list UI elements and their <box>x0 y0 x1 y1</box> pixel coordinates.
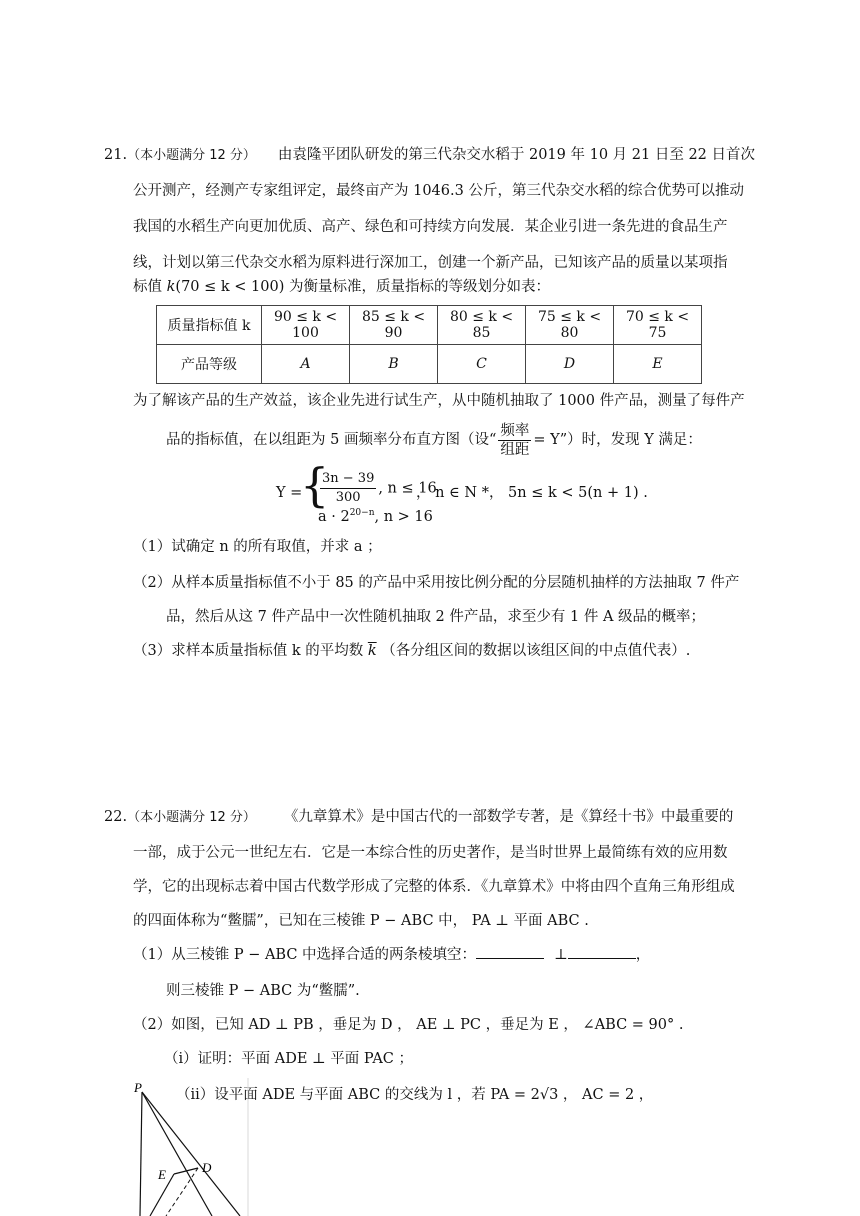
q22-text-line3: 学，它的出现标志着中国古代数学形成了完整的体系．《九章算术》中将由四个直角三角形组成 <box>133 879 735 895</box>
q22-header-line <box>104 806 733 829</box>
vertex-label-e: E <box>158 1167 166 1182</box>
q21-sub1: （1）试确定 n 的所有取值，并求 a ； <box>133 539 382 555</box>
q21-text-line6: 为了解该产品的生产效益，该企业先进行试生产，从中随机抽取了 1000 件产品，测量了每件产 <box>133 393 745 409</box>
frequency-fraction: $\frac{\text{频率}}{\text{组距}}$ <box>500 422 530 458</box>
table-cell-grade: A <box>262 345 350 384</box>
formula-case2: $a \cdot 2^{20-n}$, n > 16 <box>318 508 433 525</box>
q22-sub2-ii: （ii）设平面 ADE 与平面 ABC 的交线为 l ，若 PA = 2√3 ， AC = 2 ， <box>176 1087 654 1103</box>
table-cell-range: 75 ≤ k < 80 <box>526 306 614 345</box>
grade-table <box>156 305 702 384</box>
tetrahedron-figure <box>120 1078 260 1216</box>
q22-text-line4: 的四面体称为“鳖臑”，已知在三棱锥 P − ABC 中， PA ⊥ 平面 ABC . <box>133 913 589 929</box>
table-row <box>157 306 702 345</box>
q21-text-line2: 公开测产，经测产专家组评定，最终亩产为 1046.3 公斤，第三代杂交水稻的综合优势可以推动 <box>133 183 744 199</box>
q21-text-line7: 品的指标值，在以组距为 5 画频率分布直方图（设“ $\frac{\text{频率}}{\text{组距}}$ = Y”）时，发现 Y 满足： <box>166 422 702 458</box>
vertex-label-p: P <box>134 1080 142 1095</box>
q22-sub2: （2）如图，已知 AD ⊥ PB ，垂足为 D ， AE ⊥ PC ，垂足为 E ， ∠ABC = 90° . <box>133 1017 684 1033</box>
q22-number: 22. <box>104 809 128 825</box>
answer-blank-1[interactable] <box>476 944 544 959</box>
table-cell-range: 80 ≤ k < 85 <box>438 306 526 345</box>
q21-text-line3: 我国的水稻生产向更加优质、高产、绿色和可持续方向发展．某企业引进一条先进的食品生产 <box>133 219 728 235</box>
table-cell-grade: C <box>438 345 526 384</box>
q21-text-line5: 标值 k(70 ≤ k < 100) 为衡量标准，质量指标的等级划分如表： <box>133 279 550 295</box>
vertex-label-d: D <box>202 1160 212 1175</box>
mean-k-bar: $\overline{k}$ <box>367 643 377 659</box>
q21-header-line <box>104 144 755 167</box>
q21-sub3: （3）求样本质量指标值 k 的平均数 $\overline{k}$ （各分组区间的数据以该组区间的中点值代表）. <box>133 643 691 659</box>
q22-sub1-line2: 则三棱锥 P − ABC 为“鳖臑”. <box>166 983 360 999</box>
table-row <box>157 345 702 384</box>
table-cell-grade: B <box>350 345 438 384</box>
q21-sub2-line1: （2）从样本质量指标值不小于 85 的产品中采用按比例分配的分层随机抽样的方法抽取 7 件产 <box>133 575 740 591</box>
answer-blank-2[interactable] <box>568 944 636 959</box>
table-row-label-grade: 产品等级 <box>157 345 262 384</box>
q22-score-note: （本小题满分 12 分） <box>127 810 256 825</box>
q22-sub2-i: （i）证明：平面 ADE ⊥ 平面 PAC ； <box>164 1051 413 1067</box>
q21-sub2-line2: 品，然后从这 7 件产品中一次性随机抽取 2 件产品，求至少有 1 件 A 级品的概率； <box>166 609 706 625</box>
q21-text-line4: 线，计划以第三代杂交水稻为原料进行深加工，创建一个新产品，已知该产品的质量以某项指 <box>133 255 728 271</box>
q22-sub1-line1: （1）从三棱锥 P − ABC 中选择合适的两条棱填空： ⊥ ， <box>133 944 650 966</box>
table-cell-range: 85 ≤ k < 90 <box>350 306 438 345</box>
table-cell-range: 70 ≤ k < 75 <box>614 306 702 345</box>
q21-text-line1: 由袁隆平团队研发的第三代杂交水稻于 2019 年 10 月 21 日至 22 日首次 <box>277 147 755 163</box>
q22-text-line1: 《九章算术》是中国古代的一部数学专著，是《算经十书》中最重要的 <box>283 809 734 825</box>
table-cell-grade: D <box>526 345 614 384</box>
formula-brace: { <box>300 458 330 512</box>
formula-case1: $\frac{3n - 39}{300}$ , n ≤ 16 <box>322 471 437 505</box>
q21-score-note: （本小题满分 12 分） <box>127 148 256 163</box>
formula-lhs: Y = <box>276 485 303 501</box>
table-cell-range: 90 ≤ k < 100 <box>262 306 350 345</box>
q21-number: 21. <box>104 147 128 163</box>
formula-tail: ， n ∈ N *， 5n ≤ k < 5(n + 1) . <box>416 485 648 501</box>
q22-text-line2: 一部，成于公元一世纪左右．它是一本综合性的历史著作，是当时世界上最简练有效的应用数 <box>133 845 728 861</box>
table-cell-grade: E <box>614 345 702 384</box>
table-row-label-k: 质量指标值 k <box>157 306 262 345</box>
